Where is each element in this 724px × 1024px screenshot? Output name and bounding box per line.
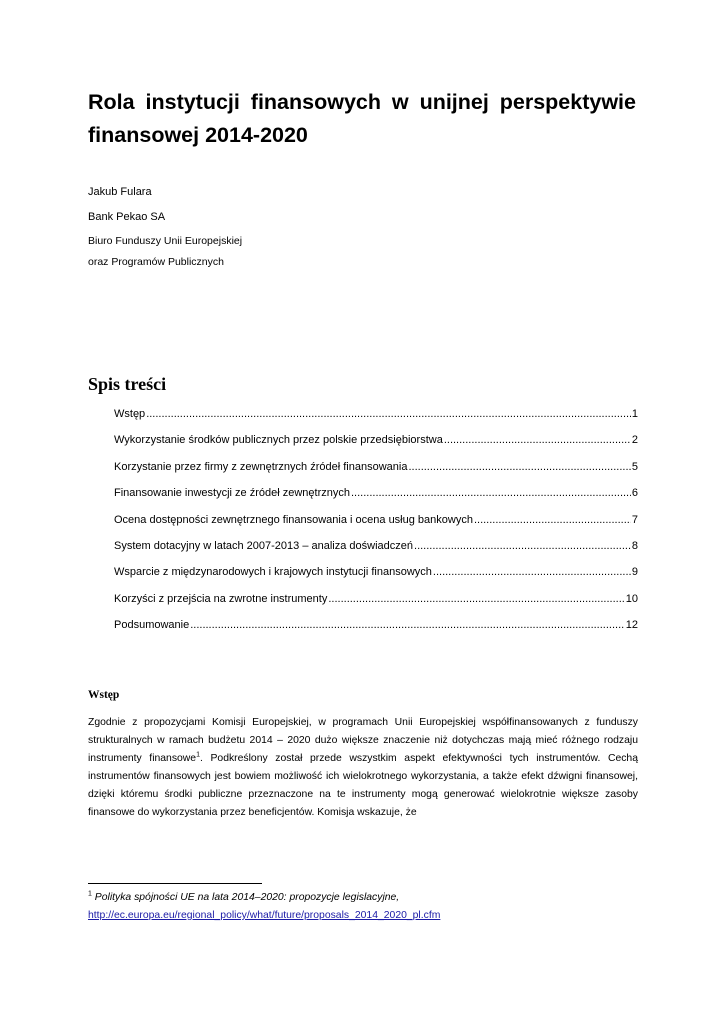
toc-leader-dots — [146, 406, 631, 422]
toc-item-title: Korzyści z przejścia na zwrotne instrumenty — [114, 592, 328, 605]
footnote-reference[interactable]: 1 — [196, 751, 200, 759]
toc-item-page: 6 — [631, 487, 638, 500]
toc-item-title: Wsparcie z międzynarodowych i krajowych instytucji finansowych — [114, 566, 432, 579]
toc-item-title: Ocena dostępności zewnętrznego finansowania i ocena usług bankowych — [114, 513, 473, 526]
footnote-separator — [88, 883, 262, 884]
toc-leader-dots — [433, 564, 631, 580]
toc-leader-dots — [414, 538, 631, 554]
toc-item-wstep[interactable] — [114, 406, 638, 432]
organization-name: Bank Pekao SA — [88, 211, 166, 223]
toc-item-page: 12 — [625, 619, 638, 632]
toc-item-page: 9 — [631, 566, 638, 579]
toc-item-page: 8 — [631, 539, 638, 552]
section-heading: Wstęp — [88, 689, 120, 701]
toc-item-system-dotacyjny[interactable] — [114, 538, 638, 564]
toc-leader-dots — [190, 617, 625, 633]
document-title: Rola instytucji finansowych w unijnej perspektywie finansowej 2014-2020 — [88, 90, 636, 147]
toc-item-wykorzystanie[interactable] — [114, 432, 638, 458]
toc-leader-dots — [408, 459, 630, 475]
toc-item-podsumowanie[interactable] — [114, 617, 638, 643]
toc-item-korzysci[interactable] — [114, 591, 638, 617]
toc-item-finansowanie[interactable] — [114, 485, 638, 511]
toc-item-ocena[interactable] — [114, 512, 638, 538]
toc-leader-dots — [328, 591, 624, 607]
toc-heading: Spis treści — [88, 374, 167, 394]
toc-item-title: Wstęp — [114, 408, 146, 420]
toc-leader-dots — [474, 512, 631, 528]
footnote-link[interactable]: http://ec.europa.eu/regional_policy/what/future/proposals_2014_2020_pl.cfm — [88, 910, 441, 921]
department-line-2: oraz Programów Publicznych — [88, 256, 224, 268]
toc-leader-dots — [444, 432, 631, 448]
toc-item-title: Korzystanie przez firmy z zewnętrznych źródeł finansowania — [114, 460, 408, 473]
toc-item-title: Podsumowanie — [114, 619, 190, 632]
footnote-number: 1 — [88, 890, 92, 898]
toc-item-page: 2 — [631, 434, 638, 447]
toc-item-title: System dotacyjny w latach 2007-2013 – analiza doświadczeń — [114, 539, 414, 552]
toc-item-korzystanie[interactable] — [114, 459, 638, 485]
toc-item-page: 7 — [631, 513, 638, 526]
toc-item-page: 1 — [631, 408, 638, 420]
table-of-contents — [114, 406, 638, 644]
toc-item-page: 5 — [631, 460, 638, 473]
department-line-1: Biuro Funduszy Unii Europejskiej — [88, 235, 243, 247]
toc-item-title: Wykorzystanie środków publicznych przez polskie przedsiębiorstwa — [114, 434, 443, 447]
author-name: Jakub Fulara — [88, 186, 152, 198]
toc-item-title: Finansowanie inwestycji ze źródeł zewnętrznych — [114, 487, 350, 500]
footnote-title: Polityka spójności UE na lata 2014–2020: propozycje legislacyjne, — [94, 892, 400, 903]
paragraph-text-part-2: . Podkreślony został przede wszystkim aspekt efektywności tych instrumentów. Cechą instrumentów finansowych jest bowiem możliwość ich wielokrotnego wykorzystania, a także efekt dźwigni finansowej, dzięki któremu środki publiczne przeznaczone na te instrumenty mogą generować wielokrotnie większe zasoby finansowe do wykorzystania przez beneficjentów. Komisja wskazuje, że — [88, 753, 638, 818]
footnote — [88, 889, 638, 925]
toc-leader-dots — [351, 485, 631, 501]
body-paragraph — [88, 714, 638, 822]
toc-item-page: 10 — [625, 592, 638, 605]
paragraph-text-part-1: Zgodnie z propozycjami Komisji Europejskiej, w programach Unii Europejskiej współfinansowanych z funduszy strukturalnych w ramach budżetu 2014 – 2020 dużo większe znaczenie niż dotychczas mają mieć różnego rodzaju instrumenty finansowe — [88, 717, 638, 764]
toc-item-wsparcie[interactable] — [114, 564, 638, 590]
